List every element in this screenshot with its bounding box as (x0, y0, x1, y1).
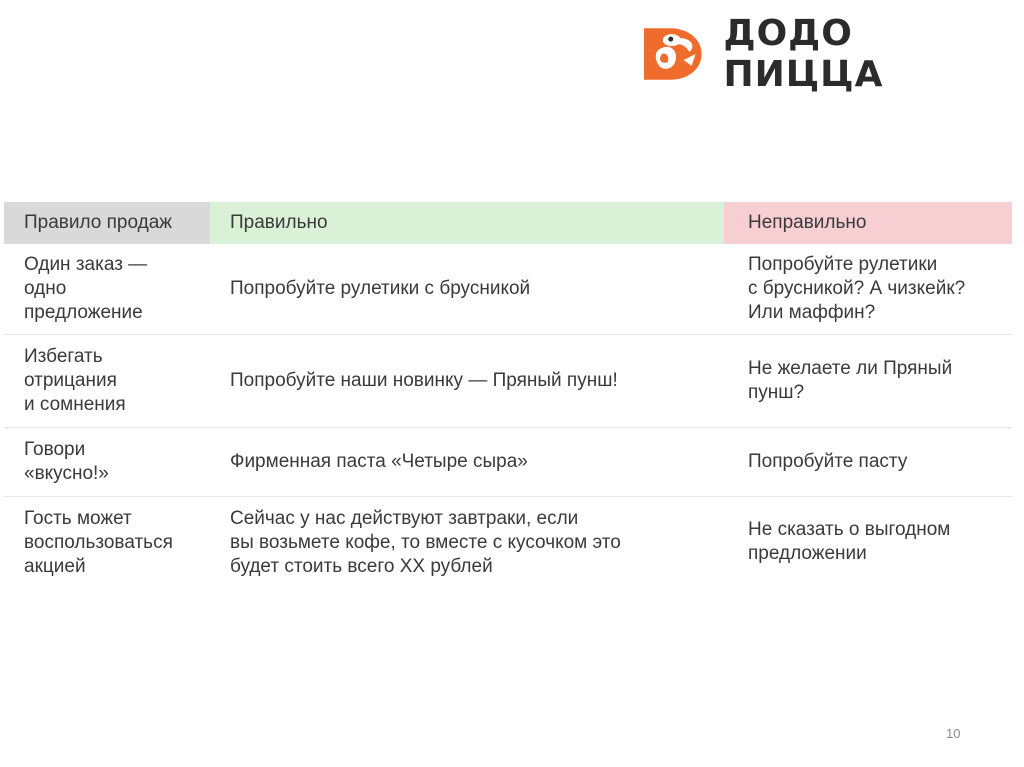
incorrect-cell: Попробуйте пасту (724, 428, 1012, 497)
correct-cell: Сейчас у нас действуют завтраки, если вы возьмете кофе, то вместе с кусочком это будет стоить всего XX рублей (230, 508, 621, 577)
table-row (4, 428, 1012, 497)
incorrect-cell: Попробуйте рулетики с брусникой? А чизкейк? Или маффин? (724, 244, 1012, 335)
header-correct: Правильно (210, 202, 724, 244)
header-sales-rule: Правило продаж (4, 202, 210, 244)
table-row (4, 497, 1012, 611)
sales-rules-table (4, 202, 1012, 610)
table-row (4, 244, 1012, 335)
table-header-row (4, 202, 1012, 244)
rule-cell: Избегать отрицания и сомнения (4, 335, 210, 428)
correct-cell: Попробуйте рулетики с брусникой (210, 244, 724, 335)
incorrect-cell: Не желаете ли Пряный пунш? (724, 335, 1012, 428)
dodo-pizza-logo (640, 13, 1024, 95)
correct-cell: Фирменная паста «Четыре сыра» (210, 428, 724, 497)
table-row (4, 335, 1012, 428)
header-incorrect: Неправильно (724, 202, 1012, 244)
brand-name: ДОДО ПИЦЦА (723, 13, 884, 95)
rule-cell: Гость может воспользоваться акцией (24, 508, 173, 577)
rule-cell: Один заказ — одно предложение (4, 244, 210, 335)
incorrect-cell: Не сказать о выгодном предложении (748, 519, 951, 564)
page-number: 10 (946, 726, 961, 741)
correct-cell: Попробуйте наши новинку — Пряный пунш! (210, 335, 724, 428)
dodo-bird-icon (640, 22, 704, 86)
rule-cell: Говори «вкусно!» (4, 428, 210, 497)
